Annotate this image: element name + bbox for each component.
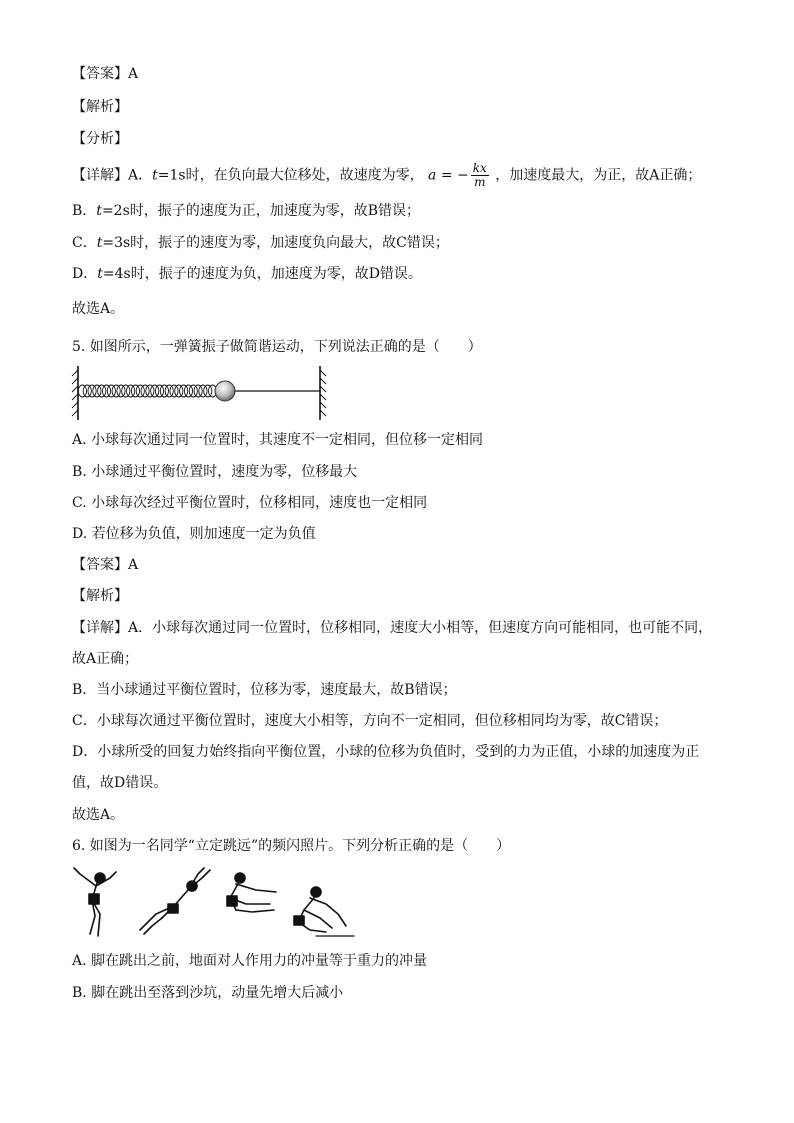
q5-option-c: C. 小球每次经过平衡位置时，位移相同，速度也一定相同: [72, 495, 428, 511]
detail-line-d: [72, 264, 422, 284]
line-b-text: =2s时，振子的速度为正，加速度为零，故B错误；: [101, 203, 421, 219]
spring-coil: [88, 385, 96, 397]
q5-detail-tag: 【详解】: [72, 620, 128, 636]
spring-coil: [136, 385, 144, 397]
line-d-t: t: [97, 266, 103, 282]
jumper-pose-3: [227, 873, 276, 912]
line-d-prefix: D．: [72, 266, 98, 282]
detail-line-c: [72, 233, 449, 253]
q5-detail-line-4: C．小球每次通过平衡位置时，速度大小相等，方向不一定相同，但位移相同均为零，故C错误；: [72, 713, 668, 729]
detail-a-main: =1s时，在负向最大位移处，故速度为零，: [157, 167, 424, 184]
spring-coil: [175, 385, 183, 397]
fenxi-label: 【分析】: [72, 131, 128, 147]
answer-tag: 【答案】: [72, 66, 128, 82]
spring-coil: [160, 385, 168, 397]
spring-coil: [189, 385, 197, 397]
formula-fraction: [471, 162, 489, 189]
spring-oscillator-figure: [70, 362, 332, 424]
q5-answer-value: A: [128, 557, 139, 573]
line-b-t: t: [96, 203, 102, 219]
q5-stem: 5. 如图所示，一弹簧振子做简谐运动，下列说法正确的是（ ）: [72, 339, 482, 355]
spring-coil: [155, 385, 163, 397]
jumper-pose-2: [140, 868, 210, 934]
formula-den: m: [474, 175, 486, 189]
q5-detail-line-5: D．小球所受的回复力始终指向平衡位置，小球的位移为负值时，受到的力为正值，小球的加速度为正: [72, 744, 700, 760]
spring-coil: [98, 385, 106, 397]
q5-option-d: D. 若位移为负值，则加速度一定为负值: [72, 526, 316, 542]
q5-detail-line-2: 故A正确；: [72, 651, 139, 667]
spring-coil: [112, 385, 120, 397]
answer-value: A: [128, 66, 139, 82]
spring-coil: [151, 385, 159, 397]
spring-coil: [93, 385, 101, 397]
detail-a-t: t: [152, 167, 158, 184]
analysis-label: 【解析】: [72, 99, 128, 115]
spring-coil: [141, 385, 149, 397]
spring-coil: [180, 385, 188, 397]
spring-coil: [107, 385, 115, 397]
detail-a-tail: ，加速度最大，为正，故A正确；: [495, 167, 702, 184]
detail-a-prefix: A．: [128, 167, 153, 184]
spring-coil: [127, 385, 135, 397]
jumper-pose-1: [74, 868, 116, 936]
q6-option-b: B. 脚在跳出至落到沙坑，动量先增大后减小: [72, 985, 344, 1001]
spring-coil: [204, 385, 212, 397]
line-c-prefix: C．: [72, 235, 97, 251]
q5-detail-line-3: B．当小球通过平衡位置时，位移为零，速度最大，故B错误；: [72, 682, 457, 698]
spring-coil: [170, 385, 178, 397]
formula-num: kx: [472, 161, 487, 175]
line-c-t: t: [96, 235, 103, 251]
q6-option-a: A. 脚在跳出之前，地面对人作用力的冲量等于重力的冲量: [72, 953, 428, 969]
spring-coil: [122, 385, 130, 397]
detail-tag: 【详解】: [72, 167, 128, 184]
formula-lhs: a = −: [428, 167, 469, 184]
q4-conclusion: 故选A。: [72, 301, 125, 317]
spring-coil: [146, 385, 154, 397]
spring-coil: [165, 385, 173, 397]
detail-line-b: [72, 201, 420, 221]
spring-coil: [199, 385, 207, 397]
q5-answer-label: [72, 555, 138, 575]
q5-option-b: B. 小球通过平衡位置时，速度为零，位移最大: [72, 464, 358, 480]
long-jump-strobe-figure: [70, 864, 360, 942]
q5-option-a: A. 小球每次通过同一位置时，其速度不一定相同，但位移一定相同: [72, 432, 484, 448]
spring-coil: [117, 385, 125, 397]
q5-answer-tag: 【答案】: [72, 557, 128, 573]
spring-coil: [194, 385, 202, 397]
spring-coil: [102, 385, 110, 397]
detail-line-a: [72, 162, 701, 189]
q5-detail-line-6: 值，故D错误。: [72, 775, 168, 791]
line-b-prefix: B．: [72, 203, 97, 219]
spring-coil: [78, 385, 86, 397]
q5-detail-text-1: A．小球每次通过同一位置时，位移相同，速度大小相等，但速度方向可能相同，也可能不同，: [128, 620, 713, 636]
spring-coil: [131, 385, 139, 397]
spring-coil: [184, 385, 192, 397]
q5-detail-line-1: [72, 618, 712, 638]
q6-stem: 6. 如图为一名同学“立定跳远”的频闪照片。下列分析正确的是（ ）: [72, 838, 511, 854]
answer-label: [72, 64, 138, 84]
line-c-text: =3s时，振子的速度为零，加速度负向最大，故C错误；: [102, 235, 449, 251]
jumper-pose-4: [294, 887, 354, 936]
line-d-text: =4s时，振子的速度为负，加速度为零，故D错误。: [102, 266, 422, 282]
q5-analysis-label: 【解析】: [72, 588, 128, 604]
q5-conclusion: 故选A。: [72, 807, 125, 823]
spring-coil: [83, 385, 91, 397]
